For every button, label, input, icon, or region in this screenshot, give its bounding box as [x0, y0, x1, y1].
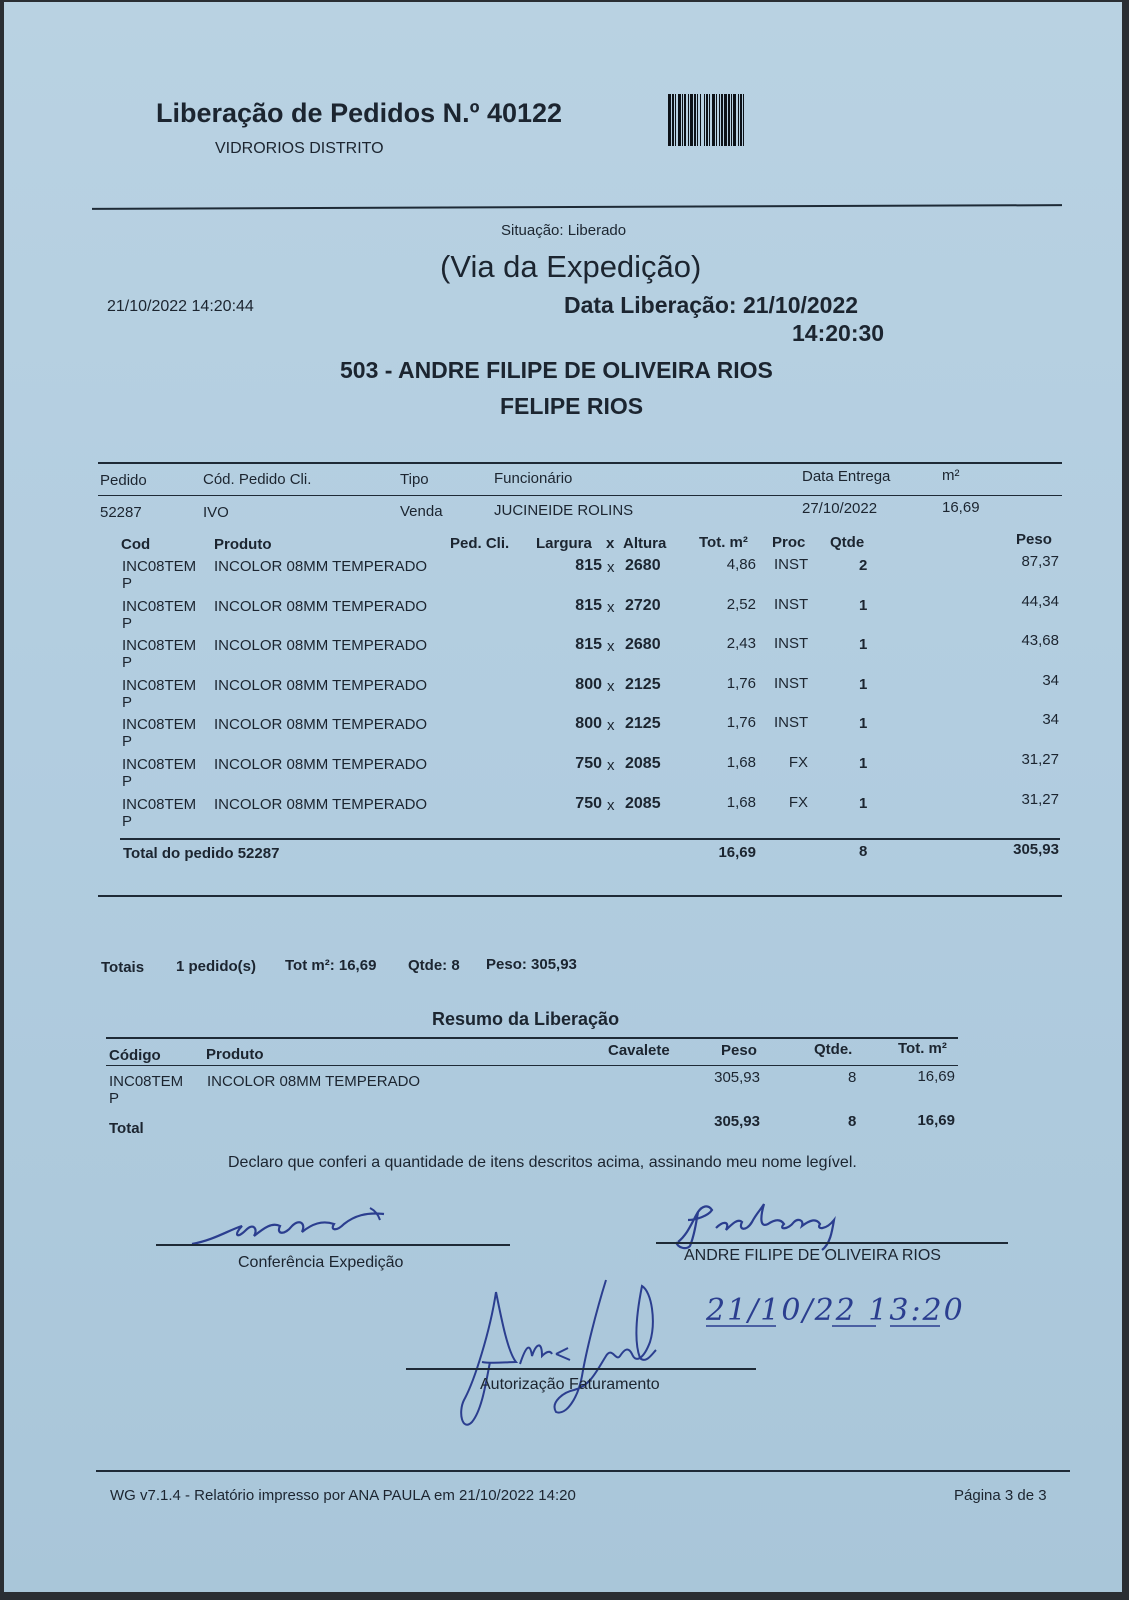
item-qtde: 1 — [859, 794, 868, 812]
value-data-entrega: 27/10/2022 — [802, 500, 878, 517]
item-proc: INST — [774, 556, 809, 573]
client-name: 503 - ANDRE FILIPE DE OLIVEIRA RIOS — [340, 357, 773, 383]
barcode-bar — [724, 94, 727, 146]
label-pedido: Pedido — [100, 472, 147, 489]
item-x: x — [607, 796, 615, 814]
item-x: x — [607, 559, 615, 576]
item-x: x — [607, 717, 615, 735]
barcode-bar — [668, 94, 671, 146]
col-peso: Peso — [1016, 531, 1052, 548]
summary-tot-m2: 16,69 — [917, 1068, 955, 1085]
summary-col-tot-m2: Tot. m² — [898, 1040, 947, 1057]
item-cod: INC08TEM P — [122, 795, 197, 830]
summary-total-tot-m2: 16,69 — [917, 1112, 955, 1129]
item-peso: 31,27 — [1021, 751, 1059, 768]
barcode-bar — [743, 94, 744, 146]
divider — [120, 838, 1060, 840]
summary-col-codigo: Código — [109, 1047, 161, 1064]
item-altura: 2680 — [625, 557, 661, 574]
summary-total-label: Total — [109, 1120, 144, 1137]
footer-printed-by: WG v7.1.4 - Relatório impresso por ANA PAULA em 21/10/2022 14:20 — [110, 1487, 576, 1504]
print-datetime: 21/10/2022 14:20:44 — [107, 298, 254, 315]
barcode-bar — [731, 94, 732, 146]
item-qtde: 1 — [859, 675, 868, 693]
totals-qtde: Qtde: 8 — [408, 957, 460, 974]
item-cod: INC08TEM P — [122, 716, 197, 751]
document-title: Liberação de Pedidos N.º 40122 — [156, 98, 563, 128]
totals-pedidos: 1 pedido(s) — [176, 958, 257, 975]
label-cod-pedido-cli: Cód. Pedido Cli. — [203, 471, 312, 488]
summary-col-qtde: Qtde. — [814, 1041, 853, 1058]
conferencia-label: Conferência Expedição — [238, 1254, 404, 1271]
situation-text: Situação: Liberado — [501, 222, 627, 239]
item-tot-m2: 1,68 — [726, 754, 756, 771]
barcode-bar — [694, 94, 696, 146]
barcode-bar — [740, 94, 742, 146]
divider — [106, 1065, 958, 1066]
item-peso: 43,68 — [1021, 632, 1059, 650]
col-produto: Produto — [214, 536, 272, 553]
item-proc: FX — [788, 793, 808, 811]
item-produto: INCOLOR 08MM TEMPERADO — [214, 716, 428, 734]
col-proc: Proc — [772, 534, 806, 551]
barcode-bar — [728, 94, 730, 146]
item-produto: INCOLOR 08MM TEMPERADO — [214, 676, 428, 694]
item-produto: INCOLOR 08MM TEMPERADO — [214, 756, 428, 773]
item-largura: 800 — [575, 715, 602, 733]
item-largura: 815 — [575, 557, 602, 574]
item-proc: INST — [774, 635, 809, 653]
item-peso: 87,37 — [1021, 553, 1059, 570]
totals-label: Totais — [101, 959, 145, 976]
release-date: Data Liberação: 21/10/2022 — [564, 292, 859, 318]
signature-line — [656, 1242, 1008, 1244]
divider — [98, 495, 1062, 496]
item-qtde: 1 — [859, 636, 868, 654]
item-proc: INST — [774, 714, 809, 732]
item-tot-m2: 2,43 — [726, 635, 756, 653]
col-tot-m2: Tot. m² — [699, 534, 748, 551]
authorization-signature — [456, 1272, 706, 1432]
via-label: (Via da Expedição) — [440, 249, 702, 284]
order-total-peso: 305,93 — [1013, 841, 1059, 858]
summary-total-qtde: 8 — [848, 1113, 857, 1130]
release-time: 14:20:30 — [792, 320, 885, 346]
handwritten-date — [704, 1290, 974, 1338]
summary-peso: 305,93 — [714, 1069, 760, 1086]
col-ped-cli: Ped. Cli. — [450, 535, 510, 552]
summary-col-cavalete: Cavalete — [608, 1042, 670, 1059]
barcode-bar — [700, 94, 701, 146]
company-name: VIDRORIOS DISTRITO — [215, 140, 384, 157]
item-tot-m2: 1,76 — [726, 674, 756, 692]
footer-page: Página 3 de 3 — [954, 1487, 1047, 1504]
divider — [92, 204, 1062, 210]
summary-col-produto: Produto — [206, 1046, 264, 1063]
client-name-label: ANDRE FILIPE DE OLIVEIRA RIOS — [684, 1247, 941, 1264]
col-altura: Altura — [623, 535, 667, 552]
signature-line — [406, 1368, 756, 1370]
order-total-m2: 16,69 — [718, 844, 756, 861]
barcode-bar — [672, 94, 674, 146]
summary-produto: INCOLOR 08MM TEMPERADO — [207, 1073, 421, 1090]
item-largura: 815 — [575, 596, 602, 614]
col-cod: Cod — [121, 536, 151, 553]
barcode-bar — [719, 94, 720, 146]
barcode-bar — [682, 94, 683, 146]
barcode-bar — [678, 94, 681, 146]
item-produto: INCOLOR 08MM TEMPERADO — [214, 558, 428, 575]
divider — [106, 1037, 958, 1039]
item-qtde: 1 — [859, 715, 868, 733]
item-peso: 31,27 — [1021, 790, 1059, 808]
divider — [98, 895, 1062, 897]
item-cod: INC08TEM P — [122, 756, 197, 790]
col-x: x — [606, 535, 615, 552]
client-signature — [668, 1198, 868, 1254]
barcode-bar — [675, 94, 676, 146]
handwritten-date-text: 21/10/22 13:20 — [706, 1293, 965, 1328]
barcode-bar — [706, 94, 708, 146]
item-qtde: 1 — [859, 596, 868, 614]
item-largura: 800 — [575, 675, 602, 693]
item-peso: 34 — [1042, 671, 1059, 689]
summary-title: Resumo da Liberação — [432, 1009, 620, 1029]
item-x: x — [607, 638, 615, 656]
client-nickname: FELIPE RIOS — [500, 393, 644, 419]
value-m2: 16,69 — [942, 499, 980, 516]
item-tot-m2: 1,76 — [726, 714, 756, 732]
item-proc: FX — [788, 754, 808, 771]
totals-m2: Tot m²: 16,69 — [285, 957, 377, 974]
item-largura: 815 — [575, 636, 602, 654]
barcode-bar — [697, 94, 698, 146]
item-tot-m2: 4,86 — [726, 556, 756, 573]
item-x: x — [607, 677, 615, 695]
order-total-label: Total do pedido 52287 — [123, 845, 280, 862]
declaration-text: Declaro que conferi a quantidade de itens descritos acima, assinando meu nome legível. — [228, 1154, 857, 1171]
item-largura: 750 — [575, 755, 602, 772]
barcode-bar — [688, 94, 689, 146]
item-peso: 34 — [1042, 711, 1059, 729]
label-data-entrega: Data Entrega — [802, 468, 891, 485]
value-pedido: 52287 — [100, 504, 142, 521]
barcode-bar — [684, 94, 686, 146]
barcode-bar — [709, 94, 710, 146]
item-cod: INC08TEM P — [122, 558, 197, 592]
label-tipo: Tipo — [400, 471, 429, 488]
document-sheet — [4, 2, 1122, 1592]
summary-codigo: INC08TEM P — [109, 1073, 184, 1107]
label-funcionario: Funcionário — [494, 470, 573, 487]
totals-peso: Peso: 305,93 — [486, 956, 577, 973]
col-largura: Largura — [536, 535, 592, 552]
barcode-bar — [712, 94, 715, 146]
item-cod: INC08TEM P — [122, 676, 197, 711]
divider — [96, 1470, 1070, 1472]
signature-line — [156, 1244, 510, 1246]
item-produto: INCOLOR 08MM TEMPERADO — [214, 637, 428, 655]
summary-col-peso: Peso — [721, 1042, 757, 1059]
item-qtde: 2 — [859, 557, 868, 574]
barcode-bar — [721, 94, 723, 146]
barcode-bar — [716, 94, 717, 146]
barcode-bar — [704, 94, 705, 146]
barcode-bar — [733, 94, 736, 146]
autorizacao-label: Autorização Faturamento — [480, 1376, 660, 1393]
value-tipo: Venda — [400, 503, 443, 520]
summary-qtde: 8 — [848, 1069, 857, 1086]
order-total-qtde: 8 — [859, 843, 868, 860]
item-tot-m2: 2,52 — [726, 595, 756, 613]
item-x: x — [607, 757, 615, 774]
barcode — [668, 94, 838, 146]
barcode-bar — [738, 94, 739, 146]
summary-total-peso: 305,93 — [714, 1113, 760, 1130]
col-qtde: Qtde — [830, 534, 865, 551]
item-largura: 750 — [575, 794, 602, 812]
item-proc: INST — [774, 674, 809, 692]
item-x: x — [607, 598, 615, 616]
item-cod: INC08TEM P — [122, 597, 197, 632]
item-qtde: 1 — [859, 755, 868, 772]
item-tot-m2: 1,68 — [726, 793, 756, 811]
item-produto: INCOLOR 08MM TEMPERADO — [214, 795, 428, 813]
value-cod-pedido-cli: IVO — [203, 504, 229, 521]
label-m2: m² — [942, 467, 960, 484]
item-peso: 44,34 — [1021, 592, 1059, 610]
barcode-bar — [690, 94, 693, 146]
value-funcionario: JUCINEIDE ROLINS — [494, 502, 634, 519]
item-altura: 2125 — [625, 675, 661, 693]
item-altura: 2680 — [625, 636, 661, 654]
item-altura: 2125 — [625, 715, 661, 733]
item-altura: 2720 — [625, 596, 661, 614]
item-produto: INCOLOR 08MM TEMPERADO — [214, 597, 428, 615]
item-proc: INST — [774, 595, 809, 613]
item-altura: 2085 — [625, 794, 661, 812]
item-altura: 2085 — [625, 755, 661, 772]
item-cod: INC08TEM P — [122, 637, 197, 672]
divider — [98, 462, 1062, 464]
